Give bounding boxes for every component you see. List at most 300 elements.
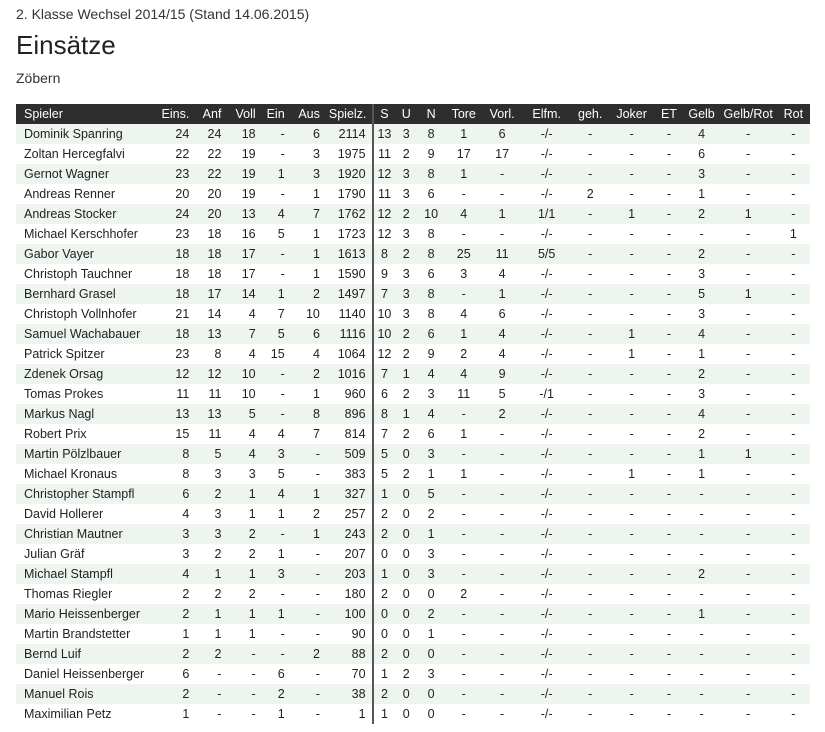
table-cell: -/- — [522, 264, 572, 284]
table-cell: - — [195, 684, 227, 704]
table-cell: 12 — [373, 204, 396, 224]
table-cell: - — [720, 604, 777, 624]
table-cell: 4 — [291, 344, 326, 364]
table-cell: - — [720, 304, 777, 324]
table-cell: 6 — [291, 324, 326, 344]
table-cell: - — [720, 504, 777, 524]
table-cell: - — [482, 524, 521, 544]
table-cell: 1016 — [326, 364, 373, 384]
table-cell: - — [654, 124, 683, 144]
table-cell: - — [609, 564, 655, 584]
column-header: Gelb — [683, 104, 719, 124]
table-cell: - — [482, 464, 521, 484]
table-row — [16, 164, 810, 184]
table-cell: 1723 — [326, 224, 373, 244]
table-cell: - — [445, 444, 482, 464]
table-cell: 1 — [373, 484, 396, 504]
table-row — [16, 204, 810, 224]
table-cell: 8 — [417, 164, 445, 184]
table-cell: 3 — [291, 164, 326, 184]
table-cell: 1 — [720, 444, 777, 464]
table-cell: - — [683, 664, 719, 684]
table-cell: 203 — [326, 564, 373, 584]
table-cell: - — [720, 464, 777, 484]
table-cell: - — [609, 484, 655, 504]
column-header: S — [373, 104, 396, 124]
table-cell: - — [720, 224, 777, 244]
table-cell: - — [777, 404, 810, 424]
table-cell: - — [654, 224, 683, 244]
table-cell: - — [683, 624, 719, 644]
table-cell: 1 — [395, 404, 417, 424]
table-cell: 16 — [227, 224, 261, 244]
table-cell: 1 — [157, 624, 195, 644]
table-cell: - — [445, 664, 482, 684]
table-cell: 9 — [417, 344, 445, 364]
table-cell: 243 — [326, 524, 373, 544]
table-cell: 8 — [291, 404, 326, 424]
table-cell: 2 — [195, 544, 227, 564]
table-cell: 25 — [445, 244, 482, 264]
column-header: Ein — [262, 104, 291, 124]
table-row — [16, 244, 810, 264]
table-cell: 1 — [777, 224, 810, 244]
table-cell: - — [683, 684, 719, 704]
table-cell: - — [262, 244, 291, 264]
table-row — [16, 444, 810, 464]
player-name: Martin Brandstetter — [16, 624, 157, 644]
table-cell: 10 — [373, 324, 396, 344]
table-cell: 0 — [395, 624, 417, 644]
table-cell: 7 — [373, 284, 396, 304]
table-cell: - — [609, 124, 655, 144]
table-cell: 1 — [262, 504, 291, 524]
table-cell: - — [572, 164, 609, 184]
table-cell: 3 — [227, 464, 261, 484]
table-row — [16, 704, 810, 724]
table-cell: - — [609, 524, 655, 544]
table-cell: 15 — [262, 344, 291, 364]
table-cell: 1 — [262, 604, 291, 624]
table-cell: 327 — [326, 484, 373, 504]
table-cell: - — [654, 604, 683, 624]
table-cell: 1 — [417, 464, 445, 484]
table-cell: - — [720, 624, 777, 644]
table-cell: - — [683, 584, 719, 604]
table-cell: - — [482, 164, 521, 184]
table-cell: 18 — [157, 324, 195, 344]
table-cell: - — [572, 204, 609, 224]
table-cell: - — [609, 704, 655, 724]
table-cell: - — [777, 384, 810, 404]
player-name: Manuel Rois — [16, 684, 157, 704]
table-cell: - — [482, 504, 521, 524]
table-cell: 1 — [195, 624, 227, 644]
table-cell: - — [720, 584, 777, 604]
table-cell: 1 — [609, 464, 655, 484]
table-cell: 20 — [195, 204, 227, 224]
column-header: ET — [654, 104, 683, 124]
table-cell: 38 — [326, 684, 373, 704]
table-cell: 2 — [195, 644, 227, 664]
table-cell: 5 — [417, 484, 445, 504]
table-cell: 18 — [195, 224, 227, 244]
table-cell: 509 — [326, 444, 373, 464]
table-cell: 2 — [395, 204, 417, 224]
table-cell: - — [720, 404, 777, 424]
table-cell: 3 — [683, 264, 719, 284]
table-cell: - — [720, 424, 777, 444]
table-cell: 5 — [195, 444, 227, 464]
table-cell: 2 — [373, 584, 396, 604]
table-cell: - — [482, 184, 521, 204]
table-cell: 2 — [395, 424, 417, 444]
player-name: Maximilian Petz — [16, 704, 157, 724]
table-cell: 18 — [157, 264, 195, 284]
player-name: Mario Heissenberger — [16, 604, 157, 624]
table-cell: 11 — [157, 384, 195, 404]
table-cell: 3 — [445, 264, 482, 284]
table-cell: - — [777, 604, 810, 624]
table-cell: - — [572, 664, 609, 684]
table-cell: 6 — [417, 264, 445, 284]
table-cell: - — [654, 644, 683, 664]
table-cell: 0 — [417, 704, 445, 724]
table-cell: 6 — [482, 304, 521, 324]
table-cell: - — [572, 504, 609, 524]
table-cell: 3 — [157, 544, 195, 564]
table-row — [16, 364, 810, 384]
table-cell: 8 — [195, 344, 227, 364]
table-cell: - — [291, 544, 326, 564]
table-cell: - — [654, 504, 683, 524]
table-cell: - — [291, 624, 326, 644]
column-header: Aus — [291, 104, 326, 124]
table-cell: - — [654, 144, 683, 164]
table-cell: 1 — [683, 444, 719, 464]
table-cell: -/- — [522, 324, 572, 344]
table-cell: 3 — [262, 444, 291, 464]
table-cell: - — [609, 424, 655, 444]
table-cell: -/- — [522, 524, 572, 544]
table-cell: 1116 — [326, 324, 373, 344]
table-cell: 0 — [373, 544, 396, 564]
table-cell: 4 — [227, 344, 261, 364]
table-cell: - — [654, 384, 683, 404]
table-cell: 1 — [720, 204, 777, 224]
table-cell: 2 — [395, 464, 417, 484]
table-cell: 12 — [373, 224, 396, 244]
table-cell: - — [720, 264, 777, 284]
table-cell: 11 — [445, 384, 482, 404]
table-cell: - — [777, 284, 810, 304]
table-cell: 0 — [373, 604, 396, 624]
player-name: Michael Kerschhofer — [16, 224, 157, 244]
table-cell: - — [609, 164, 655, 184]
table-cell: 1 — [609, 204, 655, 224]
table-cell: 0 — [395, 484, 417, 504]
table-cell: 2 — [417, 504, 445, 524]
table-cell: - — [445, 564, 482, 584]
column-header: Voll — [227, 104, 261, 124]
table-cell: 2 — [417, 604, 445, 624]
table-cell: -/- — [522, 344, 572, 364]
table-cell: 8 — [157, 444, 195, 464]
table-cell: - — [482, 664, 521, 684]
table-cell: - — [654, 444, 683, 464]
table-cell: 1140 — [326, 304, 373, 324]
table-cell: - — [572, 264, 609, 284]
table-cell: 17 — [445, 144, 482, 164]
table-cell: - — [654, 204, 683, 224]
table-cell: -/- — [522, 604, 572, 624]
table-row — [16, 424, 810, 444]
table-cell: - — [777, 264, 810, 284]
table-cell: - — [262, 184, 291, 204]
table-cell: - — [262, 644, 291, 664]
player-name: Christoph Tauchner — [16, 264, 157, 284]
table-cell: -/- — [522, 584, 572, 604]
table-cell: 2 — [395, 664, 417, 684]
table-cell: 0 — [395, 684, 417, 704]
table-cell: 1762 — [326, 204, 373, 224]
table-cell: 13 — [227, 204, 261, 224]
table-cell: -/- — [522, 484, 572, 504]
table-cell: - — [291, 684, 326, 704]
table-cell: - — [720, 544, 777, 564]
table-cell: -/- — [522, 464, 572, 484]
player-name: Christian Mautner — [16, 524, 157, 544]
table-cell: 7 — [373, 424, 396, 444]
table-cell: -/- — [522, 704, 572, 724]
table-cell: -/- — [522, 424, 572, 444]
table-cell: - — [609, 664, 655, 684]
table-cell: - — [291, 464, 326, 484]
table-cell: 13 — [195, 324, 227, 344]
table-cell: - — [572, 684, 609, 704]
table-cell: 1 — [683, 464, 719, 484]
table-cell: 1 — [291, 524, 326, 544]
table-cell: - — [609, 544, 655, 564]
table-cell: 0 — [417, 644, 445, 664]
table-cell: 6 — [482, 124, 521, 144]
table-cell: - — [654, 584, 683, 604]
table-cell: - — [683, 644, 719, 664]
column-header: U — [395, 104, 417, 124]
table-cell: 1 — [445, 164, 482, 184]
table-cell: - — [654, 664, 683, 684]
column-header: N — [417, 104, 445, 124]
table-cell: 3 — [195, 464, 227, 484]
table-row — [16, 384, 810, 404]
table-cell: - — [572, 644, 609, 664]
table-cell: 0 — [395, 524, 417, 544]
table-row — [16, 344, 810, 364]
table-cell: - — [654, 284, 683, 304]
table-cell: 2 — [373, 504, 396, 524]
table-cell: 2 — [227, 544, 261, 564]
table-cell: 3 — [417, 664, 445, 684]
table-cell: - — [777, 324, 810, 344]
table-cell: -/- — [522, 124, 572, 144]
table-cell: 1 — [227, 624, 261, 644]
table-cell: -/- — [522, 444, 572, 464]
table-cell: -/- — [522, 684, 572, 704]
table-cell: -/- — [522, 404, 572, 424]
table-cell: 4 — [482, 324, 521, 344]
table-cell: 15 — [157, 424, 195, 444]
table-cell: - — [572, 604, 609, 624]
table-cell: - — [777, 644, 810, 664]
table-cell: 7 — [291, 204, 326, 224]
table-cell: 11 — [373, 144, 396, 164]
table-cell: - — [572, 304, 609, 324]
table-row — [16, 564, 810, 584]
table-cell: - — [445, 624, 482, 644]
table-cell: 6 — [157, 484, 195, 504]
table-cell: 4 — [445, 364, 482, 384]
table-cell: -/- — [522, 184, 572, 204]
table-cell: -/- — [522, 644, 572, 664]
table-cell: 7 — [291, 424, 326, 444]
table-cell: 1 — [445, 324, 482, 344]
table-cell: 13 — [373, 124, 396, 144]
table-cell: - — [654, 624, 683, 644]
table-cell: - — [777, 364, 810, 384]
table-cell: 6 — [373, 384, 396, 404]
table-cell: - — [572, 464, 609, 484]
table-cell: 1790 — [326, 184, 373, 204]
table-cell: - — [445, 484, 482, 504]
table-cell: - — [609, 284, 655, 304]
table-cell: 6 — [157, 664, 195, 684]
table-cell: - — [227, 684, 261, 704]
table-cell: 1 — [417, 624, 445, 644]
table-cell: - — [720, 184, 777, 204]
table-cell: - — [195, 664, 227, 684]
table-cell: 8 — [417, 284, 445, 304]
table-cell: - — [777, 684, 810, 704]
table-cell: -/- — [522, 564, 572, 584]
table-cell: - — [654, 424, 683, 444]
table-cell: 4 — [262, 424, 291, 444]
player-name: Zoltan Hercegfalvi — [16, 144, 157, 164]
table-cell: 2 — [683, 244, 719, 264]
table-cell: 5 — [262, 224, 291, 244]
table-cell: 3 — [683, 164, 719, 184]
table-cell: 8 — [157, 464, 195, 484]
team-name: Zöbern — [16, 70, 61, 86]
table-cell: - — [720, 164, 777, 184]
table-cell: 18 — [227, 124, 261, 144]
table-cell: 814 — [326, 424, 373, 444]
table-cell: 7 — [373, 364, 396, 384]
player-name: Thomas Riegler — [16, 584, 157, 604]
table-cell: -/- — [522, 144, 572, 164]
table-row — [16, 644, 810, 664]
table-cell: 4 — [683, 404, 719, 424]
table-cell: - — [777, 544, 810, 564]
table-cell: - — [654, 184, 683, 204]
table-cell: 4 — [445, 204, 482, 224]
table-cell: - — [609, 244, 655, 264]
table-row — [16, 124, 810, 144]
table-cell: - — [654, 244, 683, 264]
table-cell: 1 — [482, 204, 521, 224]
table-cell: - — [720, 384, 777, 404]
table-cell: - — [609, 504, 655, 524]
player-name: Bernhard Grasel — [16, 284, 157, 304]
table-header-row — [16, 104, 810, 124]
table-cell: - — [683, 544, 719, 564]
table-cell: 8 — [417, 224, 445, 244]
table-cell: -/- — [522, 304, 572, 324]
table-row — [16, 144, 810, 164]
table-cell: - — [777, 624, 810, 644]
table-cell: 18 — [195, 264, 227, 284]
table-cell: 1 — [262, 284, 291, 304]
table-cell: - — [609, 584, 655, 604]
table-cell: - — [572, 284, 609, 304]
table-cell: - — [609, 404, 655, 424]
table-cell: 1 — [417, 524, 445, 544]
table-cell: 1 — [291, 184, 326, 204]
table-row — [16, 544, 810, 564]
table-cell: 1 — [445, 464, 482, 484]
table-cell: 12 — [373, 344, 396, 364]
table-cell: 0 — [417, 584, 445, 604]
player-name: Samuel Wachabauer — [16, 324, 157, 344]
table-cell: - — [609, 444, 655, 464]
table-cell: 3 — [395, 284, 417, 304]
table-cell: - — [609, 624, 655, 644]
table-cell: 0 — [417, 684, 445, 704]
table-cell: 1 — [373, 704, 396, 724]
table-cell: - — [572, 144, 609, 164]
player-name: Robert Prix — [16, 424, 157, 444]
table-cell: 1 — [482, 284, 521, 304]
table-cell: -/- — [522, 224, 572, 244]
table-cell: 1 — [609, 344, 655, 364]
table-cell: 2 — [482, 404, 521, 424]
player-name: Michael Kronaus — [16, 464, 157, 484]
table-cell: - — [654, 544, 683, 564]
table-cell: - — [720, 324, 777, 344]
table-cell: - — [654, 324, 683, 344]
table-cell: 2 — [291, 644, 326, 664]
table-cell: 2 — [291, 504, 326, 524]
table-cell: 2 — [227, 584, 261, 604]
table-cell: 10 — [227, 384, 261, 404]
table-cell: 8 — [417, 124, 445, 144]
table-cell: 2 — [683, 424, 719, 444]
table-cell: 1 — [227, 604, 261, 624]
table-cell: - — [720, 564, 777, 584]
table-cell: 1 — [445, 424, 482, 444]
column-header: Gelb/Rot — [720, 104, 777, 124]
table-cell: - — [777, 304, 810, 324]
table-cell: 3 — [395, 164, 417, 184]
table-cell: - — [654, 404, 683, 424]
table-cell: 1 — [445, 124, 482, 144]
table-cell: - — [609, 144, 655, 164]
table-cell: - — [777, 164, 810, 184]
table-cell: 1 — [262, 164, 291, 184]
table-cell: 1 — [291, 244, 326, 264]
table-cell: 2 — [395, 384, 417, 404]
table-cell: 1 — [262, 544, 291, 564]
table-cell: 4 — [683, 124, 719, 144]
